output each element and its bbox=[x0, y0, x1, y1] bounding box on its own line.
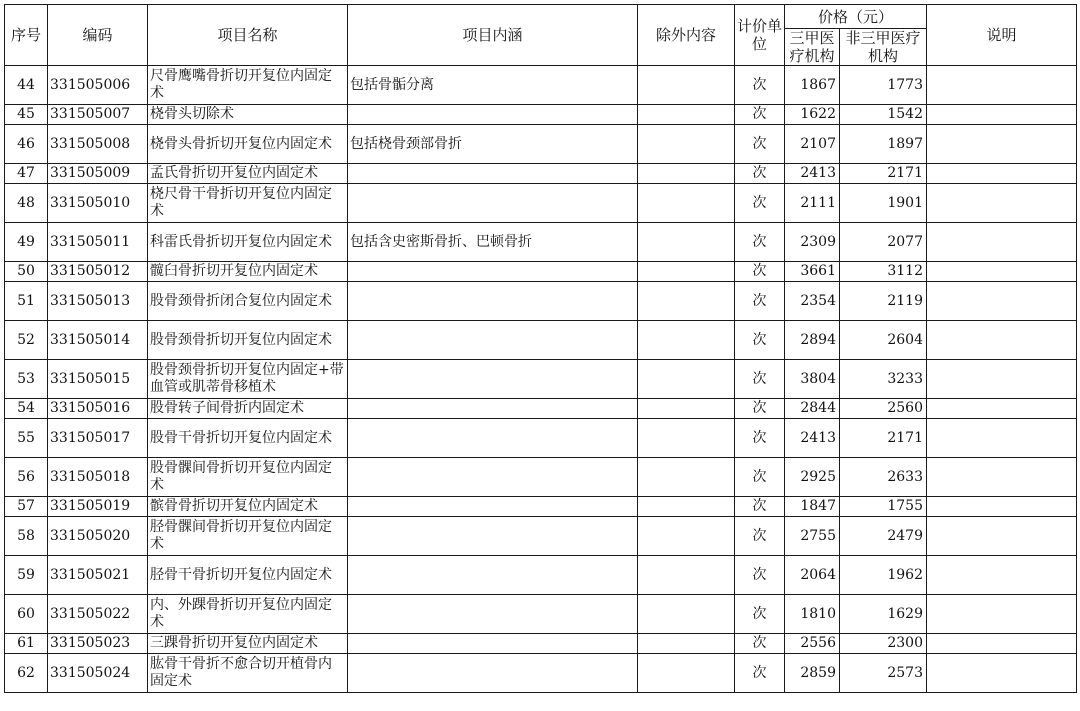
table-body bbox=[5, 66, 1077, 693]
price-b-cell: 2119 bbox=[840, 282, 927, 321]
exclude-cell bbox=[638, 321, 735, 360]
note-cell bbox=[927, 223, 1077, 262]
price-a-cell: 2064 bbox=[785, 556, 840, 595]
seq-cell: 57 bbox=[5, 497, 48, 517]
unit-cell: 次 bbox=[735, 556, 785, 595]
unit-cell: 次 bbox=[735, 262, 785, 282]
name-cell: 内、外踝骨折切开复位内固定术 bbox=[148, 595, 348, 634]
price-b-cell: 1897 bbox=[840, 125, 927, 164]
code-cell: 331505010 bbox=[48, 184, 148, 223]
note-cell bbox=[927, 497, 1077, 517]
content-cell: 包括骨骺分离 bbox=[348, 66, 638, 105]
header-note: 说明 bbox=[927, 5, 1077, 66]
price-a-cell: 2844 bbox=[785, 399, 840, 419]
price-b-cell: 2573 bbox=[840, 654, 927, 693]
code-cell: 331505007 bbox=[48, 105, 148, 125]
seq-cell: 58 bbox=[5, 517, 48, 556]
header-content: 项目内涵 bbox=[348, 5, 638, 66]
header-unit: 计价单位 bbox=[735, 5, 785, 66]
table-row bbox=[5, 497, 1077, 517]
header-name: 项目名称 bbox=[148, 5, 348, 66]
price-table bbox=[4, 4, 1077, 693]
table-row bbox=[5, 556, 1077, 595]
name-cell: 桡骨头切除术 bbox=[148, 105, 348, 125]
exclude-cell bbox=[638, 105, 735, 125]
price-a-cell: 1810 bbox=[785, 595, 840, 634]
note-cell bbox=[927, 556, 1077, 595]
table-row bbox=[5, 654, 1077, 693]
seq-cell: 59 bbox=[5, 556, 48, 595]
note-cell bbox=[927, 66, 1077, 105]
unit-cell: 次 bbox=[735, 497, 785, 517]
price-b-cell: 2171 bbox=[840, 164, 927, 184]
code-cell: 331505020 bbox=[48, 517, 148, 556]
name-cell: 股骨髁间骨折切开复位内固定术 bbox=[148, 458, 348, 497]
unit-cell: 次 bbox=[735, 419, 785, 458]
table-row bbox=[5, 360, 1077, 399]
name-cell: 髌骨骨折切开复位内固定术 bbox=[148, 497, 348, 517]
note-cell bbox=[927, 419, 1077, 458]
content-cell bbox=[348, 184, 638, 223]
code-cell: 331505006 bbox=[48, 66, 148, 105]
exclude-cell bbox=[638, 184, 735, 223]
table-row bbox=[5, 399, 1077, 419]
seq-cell: 46 bbox=[5, 125, 48, 164]
price-b-cell: 2604 bbox=[840, 321, 927, 360]
unit-cell: 次 bbox=[735, 105, 785, 125]
content-cell bbox=[348, 634, 638, 654]
unit-cell: 次 bbox=[735, 164, 785, 184]
code-cell: 331505009 bbox=[48, 164, 148, 184]
content-cell bbox=[348, 556, 638, 595]
content-cell bbox=[348, 262, 638, 282]
content-cell bbox=[348, 458, 638, 497]
exclude-cell bbox=[638, 164, 735, 184]
content-cell bbox=[348, 419, 638, 458]
name-cell: 桡骨头骨折切开复位内固定术 bbox=[148, 125, 348, 164]
price-a-cell: 1847 bbox=[785, 497, 840, 517]
price-b-cell: 3233 bbox=[840, 360, 927, 399]
code-cell: 331505012 bbox=[48, 262, 148, 282]
price-a-cell: 2925 bbox=[785, 458, 840, 497]
exclude-cell bbox=[638, 282, 735, 321]
price-a-cell: 2755 bbox=[785, 517, 840, 556]
note-cell bbox=[927, 125, 1077, 164]
header-price-group: 价格（元） bbox=[785, 5, 927, 29]
content-cell bbox=[348, 595, 638, 634]
price-b-cell: 1629 bbox=[840, 595, 927, 634]
code-cell: 331505019 bbox=[48, 497, 148, 517]
seq-cell: 44 bbox=[5, 66, 48, 105]
note-cell bbox=[927, 282, 1077, 321]
price-a-cell: 1867 bbox=[785, 66, 840, 105]
price-b-cell: 2171 bbox=[840, 419, 927, 458]
table-row bbox=[5, 634, 1077, 654]
exclude-cell bbox=[638, 517, 735, 556]
name-cell: 股骨干骨折切开复位内固定术 bbox=[148, 419, 348, 458]
table-row bbox=[5, 595, 1077, 634]
name-cell: 尺骨鹰嘴骨折切开复位内固定术 bbox=[148, 66, 348, 105]
name-cell: 胫骨髁间骨折切开复位内固定术 bbox=[148, 517, 348, 556]
header-exclude: 除外内容 bbox=[638, 5, 735, 66]
table-row bbox=[5, 282, 1077, 321]
code-cell: 331505024 bbox=[48, 654, 148, 693]
table-row bbox=[5, 458, 1077, 497]
header-code: 编码 bbox=[48, 5, 148, 66]
content-cell: 包括含史密斯骨折、巴顿骨折 bbox=[348, 223, 638, 262]
price-a-cell: 3661 bbox=[785, 262, 840, 282]
price-a-cell: 2107 bbox=[785, 125, 840, 164]
table-row bbox=[5, 419, 1077, 458]
exclude-cell bbox=[638, 66, 735, 105]
table-row bbox=[5, 66, 1077, 105]
seq-cell: 62 bbox=[5, 654, 48, 693]
header-row bbox=[5, 5, 1077, 29]
name-cell: 胫骨干骨折切开复位内固定术 bbox=[148, 556, 348, 595]
exclude-cell bbox=[638, 262, 735, 282]
exclude-cell bbox=[638, 360, 735, 399]
seq-cell: 54 bbox=[5, 399, 48, 419]
seq-cell: 61 bbox=[5, 634, 48, 654]
name-cell: 桡尺骨干骨折切开复位内固定术 bbox=[148, 184, 348, 223]
code-cell: 331505018 bbox=[48, 458, 148, 497]
unit-cell: 次 bbox=[735, 223, 785, 262]
content-cell bbox=[348, 164, 638, 184]
content-cell bbox=[348, 497, 638, 517]
code-cell: 331505021 bbox=[48, 556, 148, 595]
header-seq: 序号 bbox=[5, 5, 48, 66]
note-cell bbox=[927, 105, 1077, 125]
table-row bbox=[5, 517, 1077, 556]
exclude-cell bbox=[638, 223, 735, 262]
exclude-cell bbox=[638, 125, 735, 164]
content-cell: 包括桡骨颈部骨折 bbox=[348, 125, 638, 164]
price-a-cell: 2413 bbox=[785, 164, 840, 184]
unit-cell: 次 bbox=[735, 321, 785, 360]
price-b-cell: 1773 bbox=[840, 66, 927, 105]
name-cell: 孟氏骨折切开复位内固定术 bbox=[148, 164, 348, 184]
code-cell: 331505014 bbox=[48, 321, 148, 360]
price-a-cell: 1622 bbox=[785, 105, 840, 125]
code-cell: 331505022 bbox=[48, 595, 148, 634]
seq-cell: 47 bbox=[5, 164, 48, 184]
price-b-cell: 2633 bbox=[840, 458, 927, 497]
content-cell bbox=[348, 321, 638, 360]
price-b-cell: 1755 bbox=[840, 497, 927, 517]
note-cell bbox=[927, 517, 1077, 556]
unit-cell: 次 bbox=[735, 399, 785, 419]
content-cell bbox=[348, 105, 638, 125]
note-cell bbox=[927, 399, 1077, 419]
price-b-cell: 1901 bbox=[840, 184, 927, 223]
unit-cell: 次 bbox=[735, 517, 785, 556]
name-cell: 股骨颈骨折闭合复位内固定术 bbox=[148, 282, 348, 321]
code-cell: 331505016 bbox=[48, 399, 148, 419]
name-cell: 髋臼骨折切开复位内固定术 bbox=[148, 262, 348, 282]
unit-cell: 次 bbox=[735, 634, 785, 654]
note-cell bbox=[927, 321, 1077, 360]
code-cell: 331505011 bbox=[48, 223, 148, 262]
unit-cell: 次 bbox=[735, 184, 785, 223]
price-a-cell: 2859 bbox=[785, 654, 840, 693]
note-cell bbox=[927, 595, 1077, 634]
code-cell: 331505015 bbox=[48, 360, 148, 399]
unit-cell: 次 bbox=[735, 458, 785, 497]
table-row bbox=[5, 321, 1077, 360]
unit-cell: 次 bbox=[735, 282, 785, 321]
name-cell: 股骨颈骨折切开复位内固定术 bbox=[148, 321, 348, 360]
name-cell: 肱骨干骨折不愈合切开植骨内固定术 bbox=[148, 654, 348, 693]
note-cell bbox=[927, 458, 1077, 497]
exclude-cell bbox=[638, 419, 735, 458]
exclude-cell bbox=[638, 556, 735, 595]
price-b-cell: 3112 bbox=[840, 262, 927, 282]
seq-cell: 60 bbox=[5, 595, 48, 634]
content-cell bbox=[348, 517, 638, 556]
price-b-cell: 2077 bbox=[840, 223, 927, 262]
seq-cell: 53 bbox=[5, 360, 48, 399]
note-cell bbox=[927, 654, 1077, 693]
unit-cell: 次 bbox=[735, 654, 785, 693]
seq-cell: 56 bbox=[5, 458, 48, 497]
table-row bbox=[5, 262, 1077, 282]
code-cell: 331505017 bbox=[48, 419, 148, 458]
unit-cell: 次 bbox=[735, 360, 785, 399]
price-a-cell: 2354 bbox=[785, 282, 840, 321]
table-row bbox=[5, 105, 1077, 125]
table-row bbox=[5, 164, 1077, 184]
price-a-cell: 2309 bbox=[785, 223, 840, 262]
price-b-cell: 2300 bbox=[840, 634, 927, 654]
name-cell: 科雷氏骨折切开复位内固定术 bbox=[148, 223, 348, 262]
table-row bbox=[5, 184, 1077, 223]
header-price-a: 三甲医疗机构 bbox=[785, 29, 840, 66]
exclude-cell bbox=[638, 654, 735, 693]
price-a-cell: 2894 bbox=[785, 321, 840, 360]
price-a-cell: 2413 bbox=[785, 419, 840, 458]
code-cell: 331505023 bbox=[48, 634, 148, 654]
content-cell bbox=[348, 399, 638, 419]
content-cell bbox=[348, 360, 638, 399]
note-cell bbox=[927, 360, 1077, 399]
table-row bbox=[5, 223, 1077, 262]
seq-cell: 49 bbox=[5, 223, 48, 262]
note-cell bbox=[927, 262, 1077, 282]
price-b-cell: 1962 bbox=[840, 556, 927, 595]
code-cell: 331505008 bbox=[48, 125, 148, 164]
exclude-cell bbox=[638, 595, 735, 634]
seq-cell: 48 bbox=[5, 184, 48, 223]
exclude-cell bbox=[638, 634, 735, 654]
table-row bbox=[5, 125, 1077, 164]
unit-cell: 次 bbox=[735, 595, 785, 634]
name-cell: 股骨颈骨折切开复位内固定+带血管或肌蒂骨移植术 bbox=[148, 360, 348, 399]
content-cell bbox=[348, 282, 638, 321]
unit-cell: 次 bbox=[735, 125, 785, 164]
code-cell: 331505013 bbox=[48, 282, 148, 321]
seq-cell: 55 bbox=[5, 419, 48, 458]
seq-cell: 51 bbox=[5, 282, 48, 321]
price-b-cell: 1542 bbox=[840, 105, 927, 125]
exclude-cell bbox=[638, 497, 735, 517]
price-b-cell: 2560 bbox=[840, 399, 927, 419]
price-a-cell: 2111 bbox=[785, 184, 840, 223]
note-cell bbox=[927, 164, 1077, 184]
price-a-cell: 2556 bbox=[785, 634, 840, 654]
seq-cell: 45 bbox=[5, 105, 48, 125]
name-cell: 股骨转子间骨折内固定术 bbox=[148, 399, 348, 419]
exclude-cell bbox=[638, 458, 735, 497]
seq-cell: 50 bbox=[5, 262, 48, 282]
note-cell bbox=[927, 184, 1077, 223]
content-cell bbox=[348, 654, 638, 693]
exclude-cell bbox=[638, 399, 735, 419]
name-cell: 三踝骨折切开复位内固定术 bbox=[148, 634, 348, 654]
unit-cell: 次 bbox=[735, 66, 785, 105]
price-b-cell: 2479 bbox=[840, 517, 927, 556]
header-price-b: 非三甲医疗机构 bbox=[840, 29, 927, 66]
note-cell bbox=[927, 634, 1077, 654]
seq-cell: 52 bbox=[5, 321, 48, 360]
price-a-cell: 3804 bbox=[785, 360, 840, 399]
